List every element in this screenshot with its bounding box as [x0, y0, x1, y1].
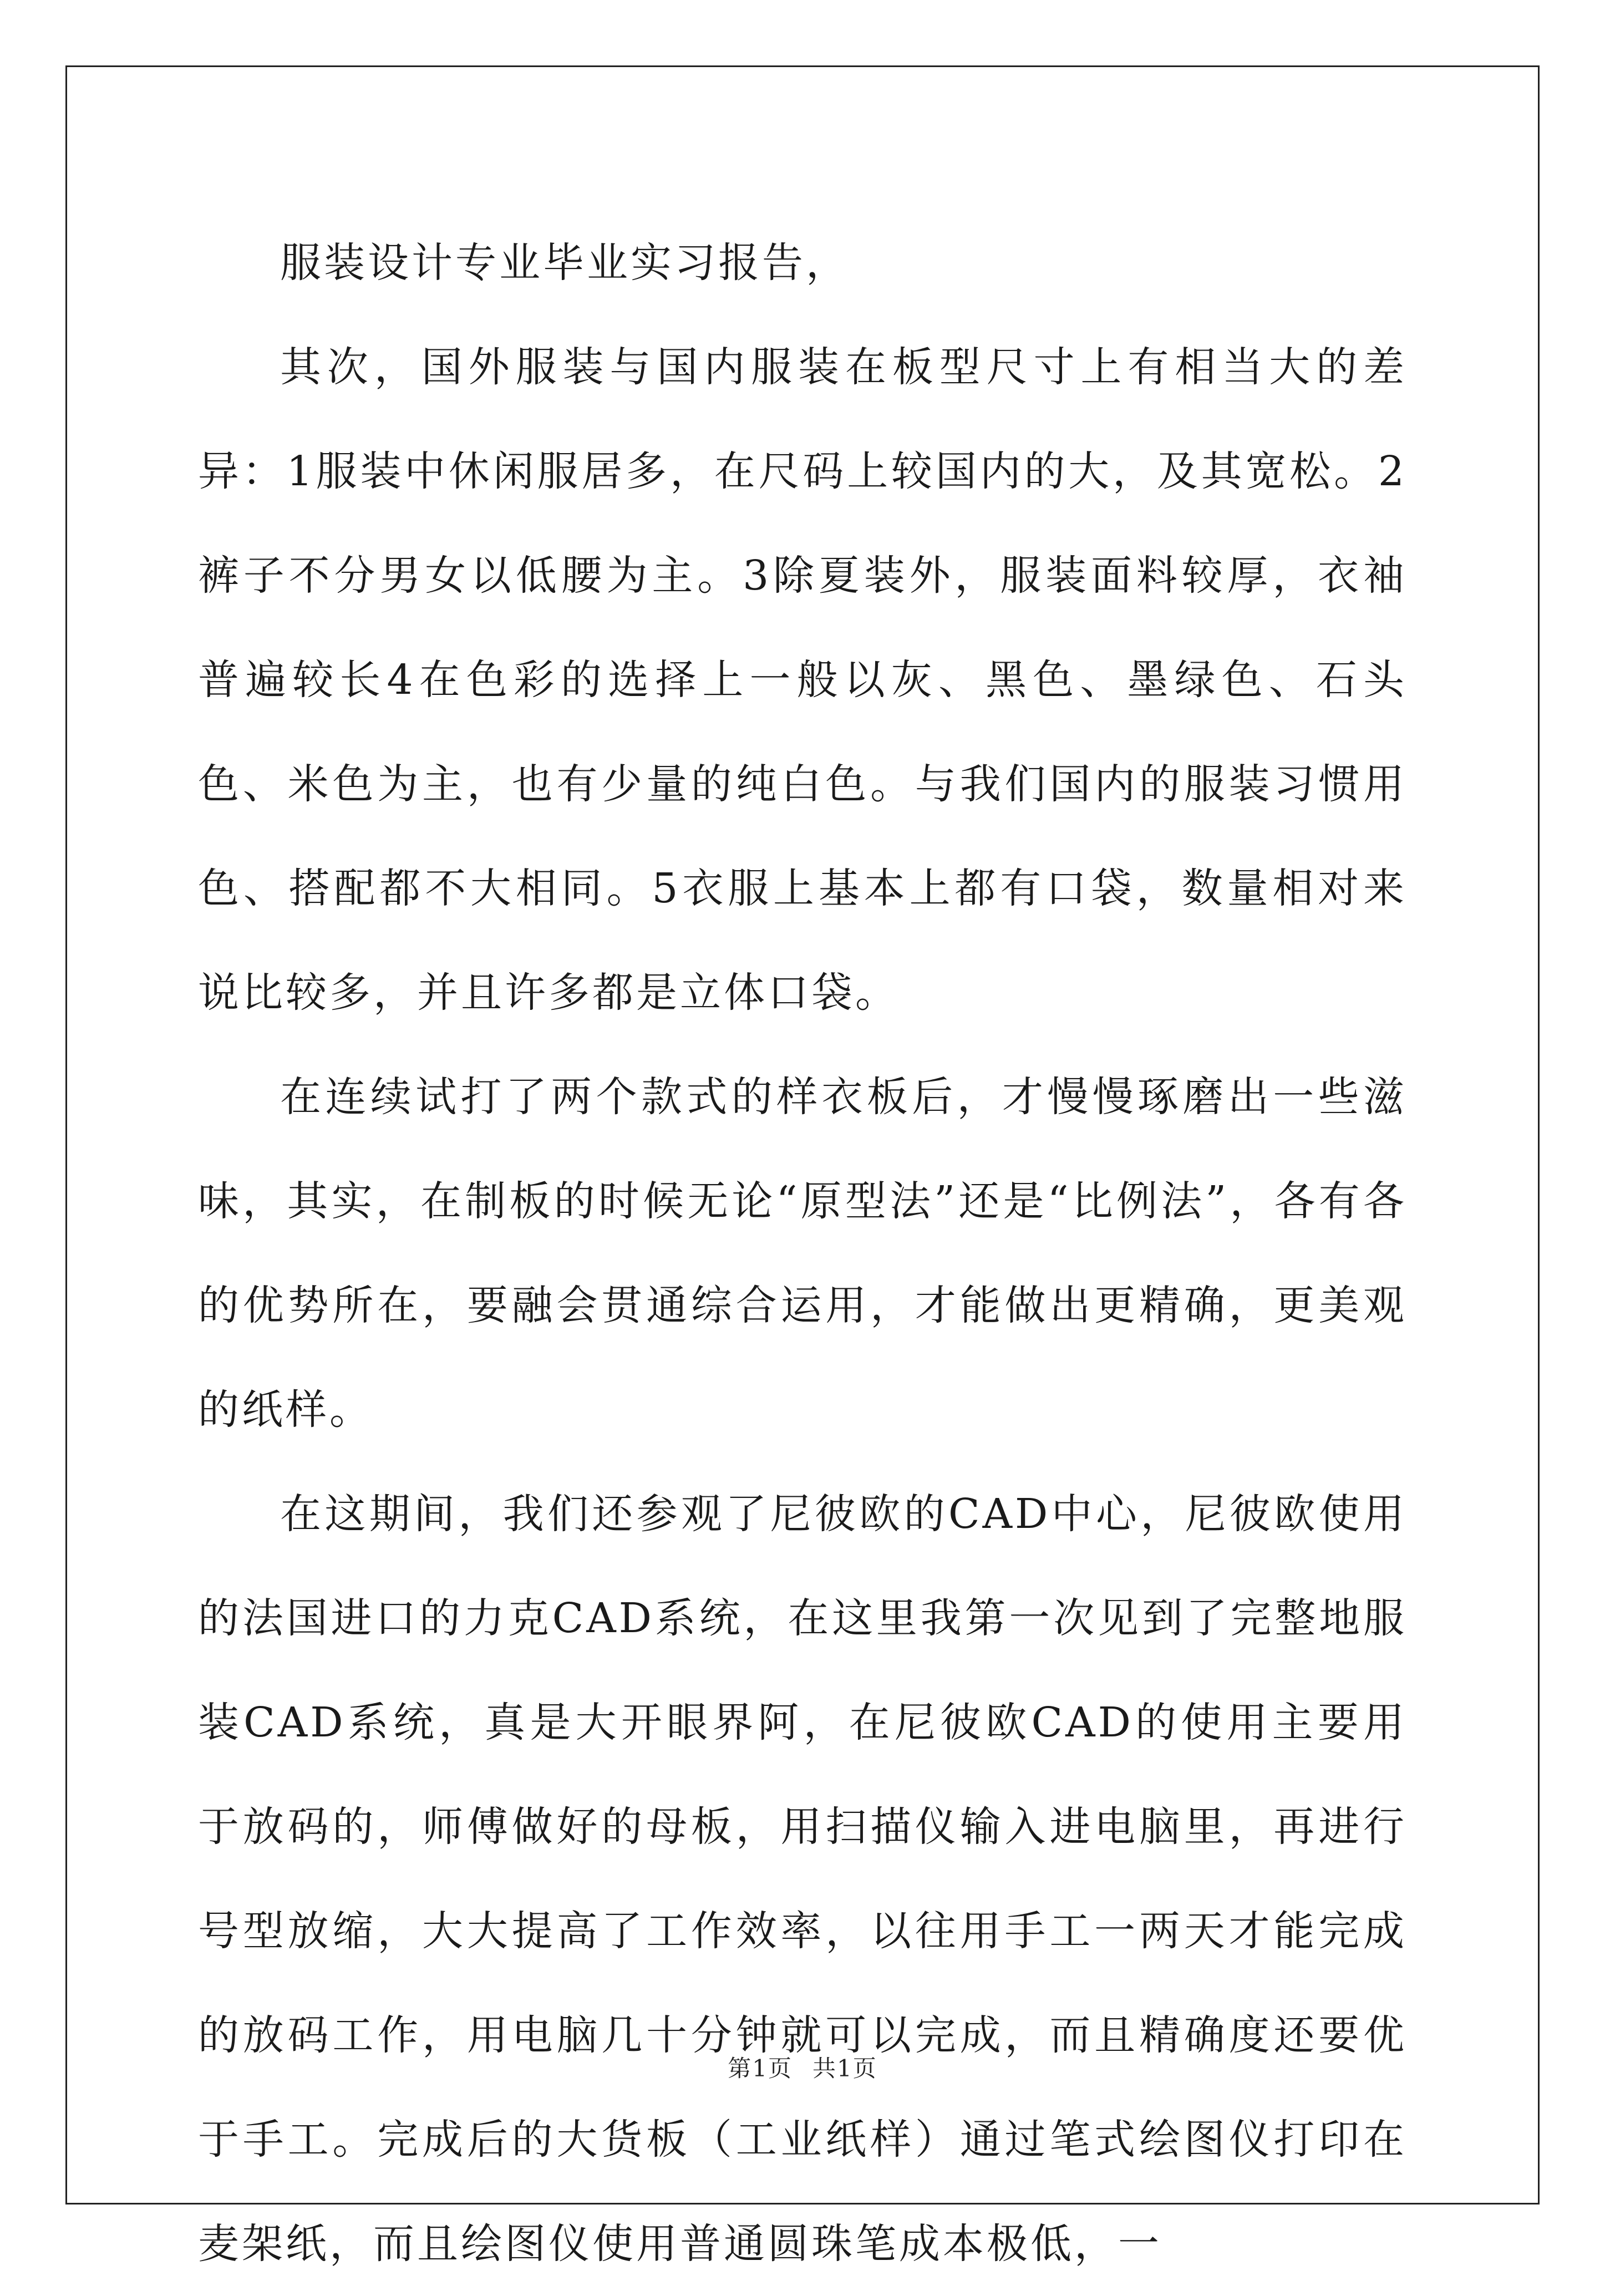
body-paragraph: 在连续试打了两个款式的样衣板后，才慢慢琢磨出一些滋味，其实，在制板的时候无论“原型法”还是“比例法”，各有各的优势所在，要融会贯通综合运用，才能做出更精确，更美观的纸样。 — [198, 1073, 1407, 1434]
page-number: 第1页 — [728, 2055, 793, 2082]
document-body — [198, 211, 1407, 2296]
page-total: 共1页 — [812, 2055, 877, 2082]
body-paragraph: 在这期间，我们还参观了尼彼欧的CAD中心，尼彼欧使用的法国进口的力克CAD系统，在这里我第一次见到了完整地服装CAD系统，真是大开眼界阿，在尼彼欧CAD的使用主要用于放码的，师傅做好的母板，用扫描仪输入进电脑里，再进行号型放缩，大大提高了工作效率，以往用手工一两天才能完成的放码工作，用电脑几十分钟就可以完成，而且精确度还要优于手工。完成后的大货板（工业纸样）通过笔式绘图仪打印在麦架纸，而且绘图仪使用普通圆珠笔成本极低，一 — [198, 1490, 1407, 2268]
body-paragraph: 其次，国外服装与国内服装在板型尺寸上有相当大的差异：1服装中休闲服居多，在尺码上较国内的大，及其宽松。2裤子不分男女以低腰为主。3除夏装外，服装面料较厚，衣袖普遍较长4在色彩的选择上一般以灰、黑色、墨绿色、石头色、米色为主，也有少量的纯白色。与我们国内的服装习惯用色、搭配都不大相同。5衣服上基本上都有口袋，数量相对来说比较多，并且许多都是立体口袋。 — [198, 343, 1407, 1017]
page-footer — [0, 2052, 1605, 2085]
document-title-paragraph: 服装设计专业毕业实习报告， — [280, 239, 850, 287]
